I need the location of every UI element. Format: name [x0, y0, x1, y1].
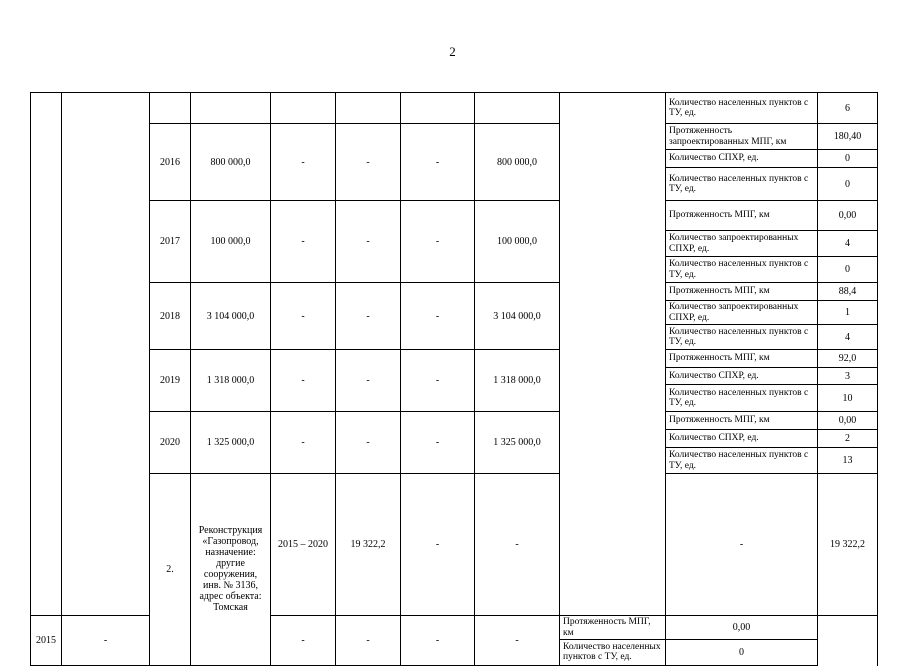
indicator-value: 4 — [818, 231, 878, 257]
regional-cell — [336, 93, 401, 124]
indicator-value: 6 — [818, 93, 878, 124]
extrabudget-cell: 19 322,2 — [818, 474, 878, 616]
indicator-value: 0,00 — [818, 412, 878, 430]
federal-cell: - — [271, 201, 336, 283]
extrabudget-cell: 800 000,0 — [475, 124, 560, 201]
table-row — [31, 283, 878, 301]
indicator-value: 88,4 — [818, 283, 878, 301]
extrabudget-cell: 1 318 000,0 — [475, 350, 560, 412]
regional-cell: - — [336, 201, 401, 283]
indicator-value: 10 — [818, 385, 878, 412]
total-cell: 100 000,0 — [191, 201, 271, 283]
indicator-value: 3 — [818, 368, 878, 385]
indicator-name: Протяженность МПГ, км — [666, 412, 818, 430]
indicator-value: 180,40 — [818, 124, 878, 150]
indicator-name: Протяженность МПГ, км — [560, 616, 666, 640]
year-cell: 2018 — [150, 283, 191, 350]
municipal-cell: - — [401, 201, 475, 283]
item1-name-cell — [62, 93, 150, 616]
table-row — [31, 474, 878, 518]
municipal-cell — [401, 93, 475, 124]
indicator-name: Количество запроектированных СПХР, ед. — [666, 231, 818, 257]
total-cell: 3 104 000,0 — [191, 283, 271, 350]
federal-cell: - — [401, 474, 475, 616]
table-row — [31, 412, 878, 430]
table-row — [31, 124, 878, 150]
federal-cell — [271, 93, 336, 124]
total-cell: 1 325 000,0 — [191, 412, 271, 474]
indicator-value: 0 — [666, 639, 818, 665]
indicator-value: 0,00 — [818, 201, 878, 231]
indicator-name: Количество населенных пунктов с ТУ, ед. — [666, 448, 818, 474]
municipal-cell: - — [666, 474, 818, 616]
total-cell — [191, 93, 271, 124]
indicator-value: 2 — [818, 430, 878, 448]
year-cell: 2015 — [31, 616, 62, 666]
indicator-name: Количество запроектированных СПХР, ед. — [666, 301, 818, 325]
regional-cell: - — [336, 350, 401, 412]
indicator-name: Количество населенных пунктов с ТУ, ед. — [666, 93, 818, 124]
municipal-cell: - — [401, 616, 475, 666]
total-cell: - — [62, 616, 150, 666]
extrabudget-cell: 3 104 000,0 — [475, 283, 560, 350]
indicator-name: Протяженность МПГ, км — [666, 201, 818, 231]
indicator-value: 13 — [818, 448, 878, 474]
indicator-name: Количество СПХР, ед. — [666, 150, 818, 168]
indicator-value: 4 — [818, 325, 878, 350]
indicator-name: Количество населенных пунктов с ТУ, ед. — [666, 325, 818, 350]
table-row — [31, 201, 878, 231]
indicator-value: 0 — [818, 150, 878, 168]
municipal-cell: - — [401, 350, 475, 412]
indicator-value: 0 — [818, 257, 878, 283]
extrabudget-cell — [475, 93, 560, 124]
year-cell: 2015 – 2020 — [271, 474, 336, 616]
federal-cell: - — [271, 616, 336, 666]
page-number: 2 — [449, 44, 456, 59]
extrabudget-cell: 1 325 000,0 — [475, 412, 560, 474]
indicator-value: 92,0 — [818, 350, 878, 368]
item1-number-cell — [31, 93, 62, 616]
indicator-name: Количество населенных пунктов с ТУ, ед. — [666, 168, 818, 201]
indicator-value: 0,00 — [666, 616, 818, 640]
indicator-name: Протяженность МПГ, км — [666, 350, 818, 368]
federal-cell: - — [271, 350, 336, 412]
extrabudget-cell: 100 000,0 — [475, 201, 560, 283]
municipal-cell: - — [401, 412, 475, 474]
municipal-cell: - — [401, 283, 475, 350]
indicator-name: Протяженность запроектированных МПГ, км — [666, 124, 818, 150]
regional-cell: - — [336, 616, 401, 666]
indicator-value: 1 — [818, 301, 878, 325]
indicator-name: Количество СПХР, ед. — [666, 368, 818, 385]
indicator-name: Количество населенных пунктов с ТУ, ед. — [666, 385, 818, 412]
indicator-name: Количество населенных пунктов с ТУ, ед. — [666, 257, 818, 283]
item2-name-cell: Реконструкция «Газопровод, назначение: другие сооружения, инв. № 3136, адрес объекта: Томская — [191, 474, 271, 666]
year-cell: 2017 — [150, 201, 191, 283]
regional-cell: - — [336, 412, 401, 474]
total-cell: 19 322,2 — [336, 474, 401, 616]
table-row — [31, 350, 878, 368]
item2-number-cell: 2. — [150, 474, 191, 666]
year-cell: 2019 — [150, 350, 191, 412]
federal-cell: - — [271, 124, 336, 201]
federal-cell: - — [271, 283, 336, 350]
indicator-name: Количество СПХР, ед. — [666, 430, 818, 448]
indicator-value: 0 — [818, 168, 878, 201]
regional-cell: - — [336, 124, 401, 201]
item1-executor-cell — [560, 93, 666, 616]
table-row — [31, 93, 878, 124]
indicator-name: Количество населенных пунктов с ТУ, ед. — [560, 639, 666, 665]
extrabudget-cell: - — [475, 616, 560, 666]
year-cell: 2016 — [150, 124, 191, 201]
federal-cell: - — [271, 412, 336, 474]
regional-cell: - — [475, 474, 560, 616]
program-table — [30, 92, 878, 666]
total-cell: 1 318 000,0 — [191, 350, 271, 412]
regional-cell: - — [336, 283, 401, 350]
municipal-cell: - — [401, 124, 475, 201]
total-cell: 800 000,0 — [191, 124, 271, 201]
year-cell: 2020 — [150, 412, 191, 474]
indicator-name: Протяженность МПГ, км — [666, 283, 818, 301]
year-cell — [150, 93, 191, 124]
